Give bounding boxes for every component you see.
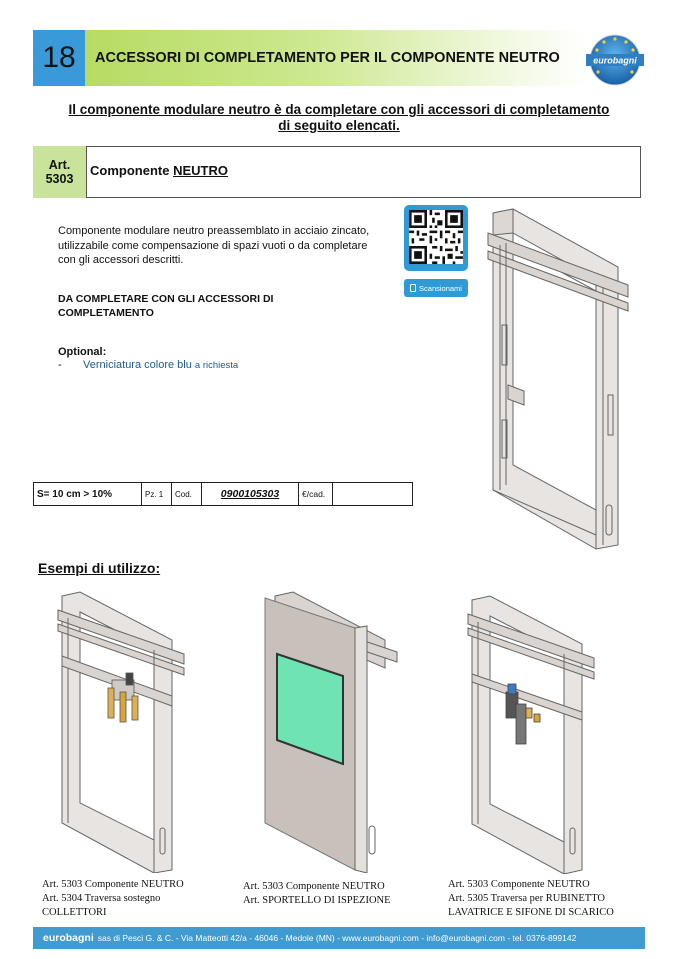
footer-contact: sas di Pesci G. & C. - Via Matteotti 42/a - 46046 - Medole (MN) - www.eurobagni.com - info@eurobagni.com - tel. 0376-899142 [97,933,577,943]
optional-note: a richiesta [194,360,239,371]
caption-example-3 [448,878,638,920]
caption-line: Art. 5303 Componente NEUTRO [243,881,385,892]
phone-icon [410,284,416,292]
caption-line: Art. 5303 Componente NEUTRO [448,879,590,890]
intro-text [40,102,638,134]
optional-item-text: Verniciatura colore blu [83,359,192,371]
complete-line-2: COMPLETAMENTO [58,307,154,319]
caption-example-1 [42,878,212,920]
scan-button[interactable] [404,279,468,297]
caption-example-2 [243,880,413,908]
eurobagni-logo [584,33,646,87]
complete-note [58,292,358,320]
price-size: S= 10 cm > 10% [34,483,142,505]
complete-line-1: DA COMPLETARE CON GLI ACCESSORI DI [58,293,274,305]
title-prefix: Componente [90,163,174,178]
title-emphasis: NEUTRO [173,163,228,178]
example-inspection-door-image [255,588,405,873]
price-cod-label: Cod. [172,483,202,505]
example-collector-image [50,588,195,873]
page-title: ACCESSORI DI COMPLETAMENTO PER IL COMPONENTE NEUTRO [85,30,588,86]
optional-item [83,359,238,371]
price-table [33,482,413,506]
caption-line: Art. SPORTELLO DI ISPEZIONE [243,895,391,906]
caption-line: LAVATRICE E SIFONE DI SCARICO [448,907,614,918]
optional-dash: - [58,359,62,371]
example-washing-machine-image [460,592,610,874]
footer-brand: eurobagni [43,932,94,944]
caption-line: Art. 5303 Componente NEUTRO [42,879,184,890]
art-number: 5303 [45,172,74,186]
article-description: Componente modulare neutro preassemblato in acciaio zincato, utilizzabile come compensazione di spazi vuoti o da completare con gli accessori descritti. [58,225,370,266]
qr-code-icon[interactable] [409,210,463,264]
intro-line-2: di seguito elencati. [278,118,400,133]
art-label: Art. [48,158,71,172]
caption-line: Art. 5304 Traversa sostegno [42,893,161,904]
page-number: 18 [33,30,85,86]
caption-line: Art. 5305 Traversa per RUBINETTO [448,893,605,904]
logo-text: eurobagni [593,55,637,66]
article-code [33,146,87,198]
price-pz: Pz. 1 [142,483,172,505]
price-unit: €/cad. [299,483,333,505]
product-code: 0900105303 [202,483,299,505]
caption-line: COLLETTORI [42,907,107,918]
neutral-frame-image [478,205,644,550]
price-value [333,483,412,505]
examples-heading: Esempi di utilizzo: [38,560,161,576]
scan-button-label: Scansionami [419,283,462,293]
article-title [90,163,228,178]
optional-label: Optional: [58,346,107,358]
footer [33,927,645,949]
intro-line-1: Il componente modulare neutro è da completare con gli accessori di completamento [68,102,610,117]
